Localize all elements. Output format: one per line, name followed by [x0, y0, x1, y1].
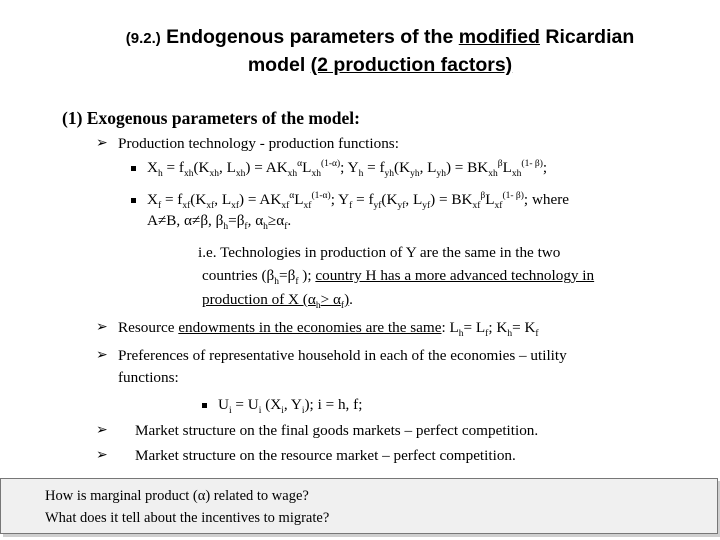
square-bullet-icon — [202, 403, 207, 408]
arrow-bullet-icon: ➢ — [96, 448, 108, 463]
tech-note-line3: production of X $(\alpha_h> \alpha_f)$. — [202, 291, 353, 312]
tech-note-line2: countries ($\beta_h=\beta_f$ ); country H has a more advanced technology in — [202, 267, 595, 288]
arrow-bullet-icon: ➢ — [96, 423, 108, 438]
square-bullet-icon — [131, 166, 136, 171]
title-subtitle: (2 production factors) — [310, 54, 513, 76]
square-bullet-icon — [131, 198, 136, 203]
section-heading: (1) Exogenous parameters of the model: — [62, 108, 360, 128]
title-number: (9.2.) — [125, 30, 161, 47]
market-resource: Market structure on the resource market – perfect competition. — [135, 447, 516, 464]
slide-title: (9.2.) Endogenous parameters of the modified Ricardian model (2 production factors) — [125, 26, 635, 76]
endowments: Resource endowments in the economies are the same: $L_h= L_f$; $K_h= K_f$ — [118, 319, 539, 340]
formula-foreign: $X_f = f_{xf}(K_{xf}$, $L_{xf}) = AK_{xf}^\alpha L_{xf}^{(1-\alpha)}$; $Y_f = f_{yf}(K_{yf}$, $L_{yf}) = BK_{xf}^\beta L_{xf}^{(1- \beta)}$; where — [147, 190, 570, 212]
arrow-bullet-icon: ➢ — [96, 136, 108, 151]
market-final-goods: Market structure on the final goods markets – perfect competition. — [135, 422, 539, 439]
question-2: What does it tell about the incentives to migrate? — [45, 510, 330, 526]
question-1: How is marginal product (α) related to wage? — [45, 488, 309, 504]
utility-function: $U_i = U_i$ ($X_i$, $Y_i$); i = h, f; — [218, 396, 363, 417]
question-box — [0, 478, 718, 534]
tech-note-line1: i.e. Technologies in production of Y are the same in the two — [198, 244, 561, 261]
production-technology: Production technology - production functions: — [118, 135, 399, 152]
formula-home: $X_h = f_{xh}(K_{xh}$, $L_{xh}) = AK_{xh}^\alpha L_{xh}^{(1-\alpha)}$; $Y_h = f_{yh}(K_{yh}$, $L_{yh}) = BK_{xh}^\beta L_{xh}^{(1- \beta)}$; — [147, 158, 548, 180]
preferences-line1: Preferences of representative household in each of the economies – utility — [118, 347, 567, 364]
formula-conditions: A≠B, α≠β, $\beta_h=\beta_f$, $\alpha_h\ge\alpha_f$. — [147, 212, 292, 233]
preferences-line2: functions: — [118, 369, 179, 386]
arrow-bullet-icon: ➢ — [96, 348, 108, 363]
arrow-bullet-icon: ➢ — [96, 320, 108, 335]
title-modified: modified — [458, 26, 540, 48]
